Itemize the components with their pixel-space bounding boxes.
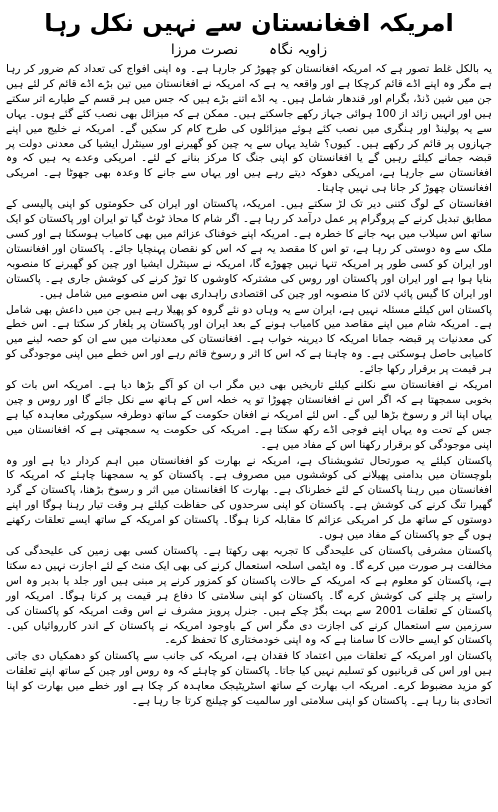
article-paragraph: یہ بالکل غلط تصور ہے کہ امریکہ افغانستان کو چھوڑ کر جارہا ہے۔ وہ اپنی افواج کی تعداد کم ضرور کر رہا ہے مگر وہ اپنے اڈے قائم کرچکا ہے اور واقعہ یہ ہے کہ امریکہ نے افغانستان میں تین بڑے اڈے قائم کر لئے ہیں جن میں شین ڈنڈ، بگرام اور قندھار شامل ہیں۔ یہ اڈے اتنے بڑے ہیں کہ جس میں ہر قسم کے طیارے اتر سکتے ہیں اور انہیں زائد از 100 ہوائی جہاز رکھے جاسکتے ہیں۔ ممکن ہے کہ میزائل بھی نصب کئے گئے ہوں۔ یہاں سے یہ پولینڈ اور ہنگری میں نصب کئے ہوئے میزائلوں کی طرح کام کر سکیں گے۔ امریکہ نے خلیج میں اپنے جہازوں پر قائم کر رکھے ہیں۔ کیوں؟ شاید یہاں سے یہ چین کو گھیرنے اور سینٹرل ایشیا کی معدنی دولت پر قبضہ جمانے کیلئے رہیں گے یا افغانستان کو اپنی جنگ کا مرکز بنانے کے لئے۔ امریکی وعدے یہ ہیں کہ وہ افغانستان سے جارہا ہے، امریکی دھوکہ دیتے رہے ہیں اور یہاں سے جانے کا وعدہ بھی جھوٹا ہے۔ امریکی افغانستان چھوڑ کر جانا ہی نہیں چاہتا۔ [6, 63, 493, 195]
column-name: زاویہ نگاہ [269, 42, 328, 58]
article-paragraph: امریکہ نے افغانستان سے نکلنے کیلئے تاریخیں بھی دیں مگر اب ان کو آگے بڑھا دیا ہے۔ امریکہ اس بات کو بخوبی سمجھتا ہے کہ اگر اس نے افغانستان چھوڑا تو یہ خطہ اس کے ہاتھ سے نکل جائے گا اور روس و چین یہاں اپنا اثر و رسوخ بڑھا لیں گے۔ اس لئے امریکہ نے افغان حکومت کے ساتھ دوطرفہ سیکورٹی معاہدہ کیا ہے جس کے تحت وہ یہاں اپنے فوجی اڈے رکھ سکتا ہے۔ امریکہ کی حکومت یہ سمجھتی ہے کہ افغانستان میں اپنی موجودگی کو برقرار رکھنا اس کے مفاد میں ہے۔ [6, 379, 492, 451]
article-body [6, 62, 492, 709]
article-byline [6, 40, 492, 60]
article-paragraph: پاکستان اور امریکہ کے تعلقات میں اعتماد کا فقدان ہے، امریکہ کی جانب سے پاکستان کو دھمکیاں دی جاتی ہیں اور اس کی قربانیوں کو تسلیم نہیں کیا جاتا۔ پاکستان کو چاہئے کہ وہ روس اور چین کے ساتھ اپنے تعلقات کو مزید مضبوط کرے۔ امریکہ اب بھارت کے ساتھ اسٹریٹیجک معاہدہ کر چکا ہے اور خطے میں بھارت کو اپنا اتحادی بنا رہا ہے۔ پاکستان کو اپنی سلامتی اور سالمیت کو چیلنج کرتا جا رہا ہے۔ [6, 650, 492, 708]
author-name: نصرت مرزا [170, 42, 239, 58]
article-paragraph: پاکستان اس کیلئے مسئلہ نہیں ہے، ایران سے یہ وہاں دو نئے گروہ کو پھیلا رہے ہیں جن میں داعش بھی شامل ہے۔ امریکہ شام میں اپنے مقاصد میں کامیاب ہونے کے بعد ایران اور پاکستان پر یلغار کر سکتا ہے۔ اس خطے کی معدنیات پر قبضہ جمانا امریکہ کا دیرینہ خواب ہے۔ افغانستان کی معدنیات میں سے ان کو حصہ لینے میں کامیابی حاصل ہوسکتی ہے۔ وہ چاہتا ہے کہ اس کا اثر و رسوخ قائم رہے اور اس خطے میں اپنی موجودگی کو ہر قیمت پر برقرار رکھا جائے۔ [6, 303, 492, 376]
article-headline: امریکہ افغانستان سے نہیں نکل رہا [44, 9, 454, 37]
article-paragraph: پاکستان کیلئے یہ صورتحال تشویشناک ہے، امریکہ نے بھارت کو افغانستان میں اہم کردار دیا ہے اور وہ بلوچستان میں بدامنی پھیلانے کی کوششوں میں مصروف ہے۔ پاکستان کو یہ سمجھنا چاہئے کہ امریکہ کا افغانستان میں رہنا پاکستان کے لئے خطرناک ہے۔ بھارت کا افغانستان میں اثر و رسوخ بڑھنا، پاکستان کے گرد گھیرا تنگ کرنے کی کوشش ہے۔ پاکستان کو اپنی سرحدوں کی حفاظت کیلئے ہر وقت تیار رہنا ہوگا اور اپنے دوستوں کے ساتھ مل کر امریکی عزائم کا مقابلہ کرنا ہوگا۔ پاکستان کو امریکہ کے ساتھ ایسے تعلقات رکھنے ہوں گے جو پاکستان کے مفاد میں ہوں۔ [6, 454, 492, 542]
article-paragraph: افغانستان کے لوگ کتنی دیر تک لڑ سکتے ہیں۔ امریکہ، پاکستان اور ایران کی حکومتوں کو اپنی پالیسی کے مطابق تبدیل کرنے کے پروگرام پر عمل درآمد کر رہا ہے۔ اگر شام کا محاذ ٹوٹ گیا تو ایران اور پاکستان کو ایک ساتھ اس سیلاب میں بہہ جانے کا خطرہ ہے۔ امریکہ اپنے خوفناک عزائم میں بھی کامیاب ہوسکتا ہے اور کسی ملک سے وہ دوستی کر رہا ہے، تو اس کا مقصد یہ ہے کہ اس کو نقصان پہنچایا جائے۔ پاکستان اور افغانستان اور ایران کو کسی طور پر امریکہ تنہا نہیں چھوڑے گا، امریکہ نے سینٹرل ایشیا اور چین کو گھیرنے کا منصوبہ بنایا ہوا ہے اور ایران اور پاکستان اور روس کی مشترکہ کاوشوں کا توڑ کرنے کی کوشش جاری ہے۔ پاکستان اور ایران کا گیس پائپ لائن کا منصوبہ اور چین کی اقتصادی راہداری بھی اس منصوبے میں شامل ہیں۔ [6, 198, 492, 300]
article-paragraph: پاکستان مشرقی پاکستان کی علیحدگی کا تجربہ بھی رکھتا ہے۔ پاکستان کسی بھی زمین کی علیحدگی کی مخالفت ہر صورت میں کرے گا۔ وہ ایٹمی اسلحہ استعمال کرنے کی بھی ایک منٹ کے لئے اجازت نہیں دے سکتا ہے، پاکستان کو معلوم ہے کہ امریکہ کے حالات پاکستان کو کمزور کرنے پر مبنی ہیں اور جلد یا بدیر وہ اس راستے پر چلنے کی کوشش کرے گا۔ پاکستان کو اپنی سلامتی کا دفاع ہر قیمت پر کرنا ہوگا۔ امریکہ اور پاکستان کے تعلقات 2001 سے بہت بگڑ چکے ہیں۔ جنرل پرویز مشرف نے اس وقت امریکہ کو پاکستان کی سرزمین سے استعمال کرنے کی اجازت دی مگر اس کے باوجود امریکہ نے پاکستان کے اندر کارروائیاں کیں۔ پاکستان کو ایسے حالات کا سامنا ہے کہ وہ اپنی خودمختاری کا تحفظ کرے۔ [6, 545, 492, 647]
